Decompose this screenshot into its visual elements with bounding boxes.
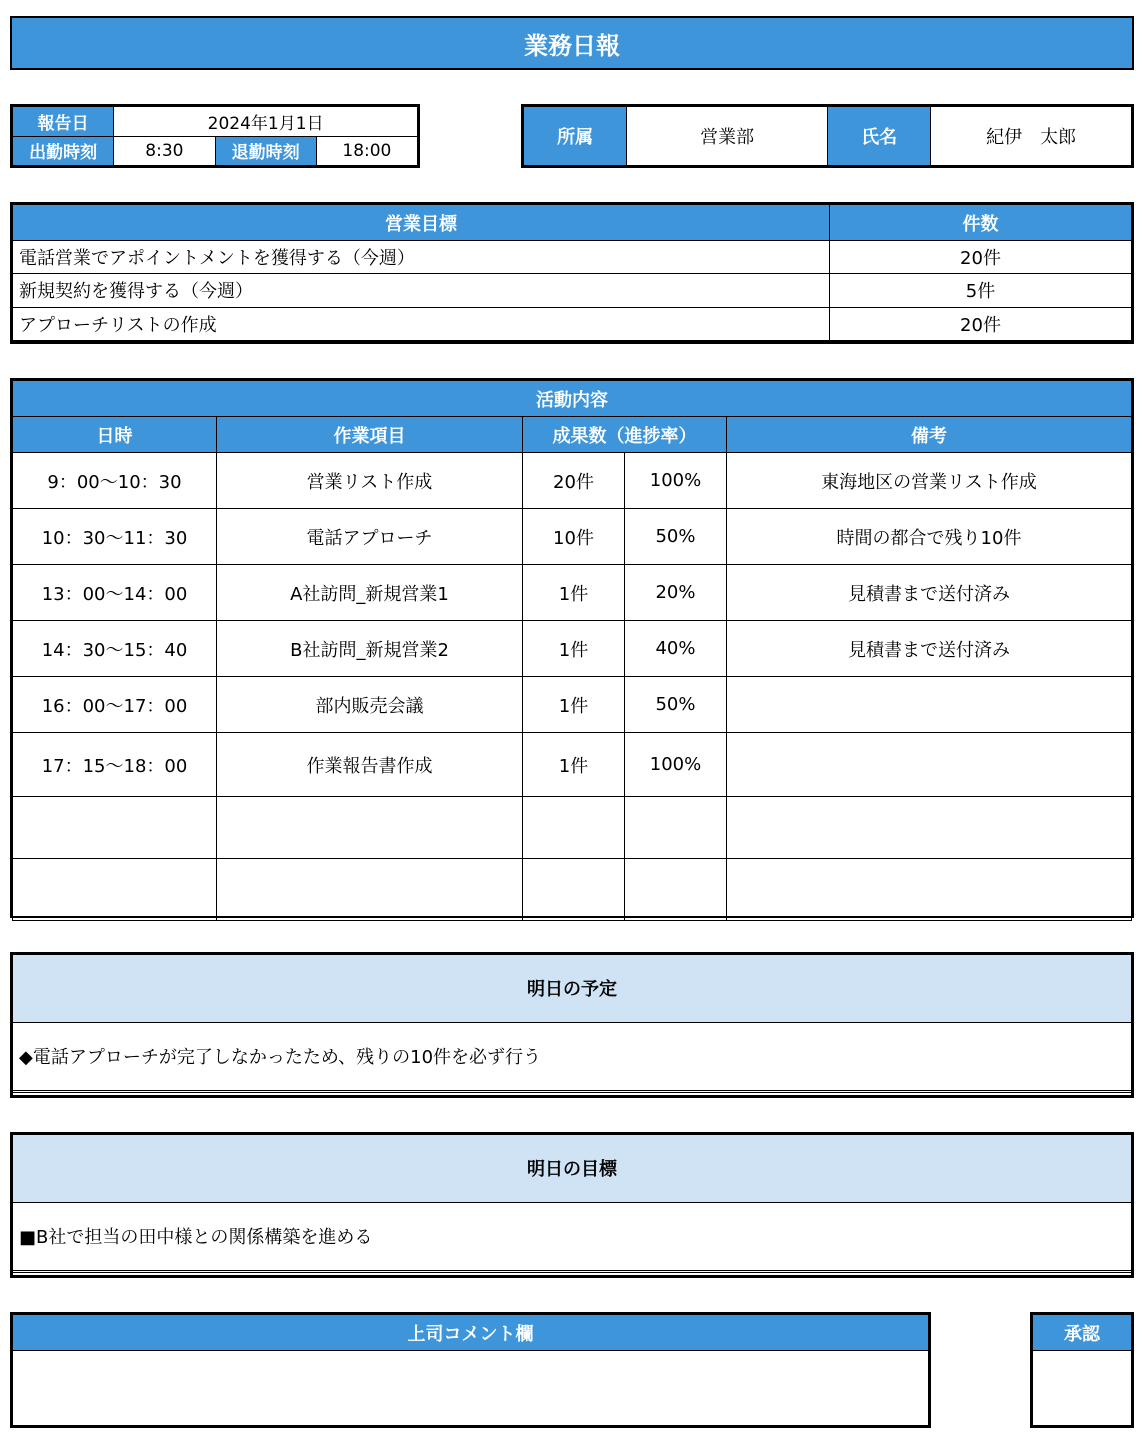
col-time-header: 日時 [13,417,217,453]
time-cell[interactable] [13,797,217,859]
tomorrow-plan-line[interactable]: ◆電話アプローチが完了しなかったため、残りの10件を必ず行う [13,1022,1132,1090]
start-time-field[interactable]: 8:30 [114,136,215,166]
count-cell[interactable]: 1件 [523,733,625,797]
page-title-text: 業務日報 [524,31,620,60]
task-cell[interactable]: 部内販売会議 [217,677,523,733]
note-cell[interactable] [727,733,1132,797]
dept-field[interactable]: 営業部 [627,107,828,166]
tomorrow-plan-title: 明日の予定 [13,955,1132,1023]
count-cell[interactable]: 1件 [523,621,625,677]
approval-title: 承認 [1033,1315,1132,1351]
approval-stamp-field[interactable] [1033,1351,1132,1426]
count-cell[interactable] [523,797,625,859]
goal-count-cell[interactable]: 20件 [830,307,1132,340]
tomorrow-plan-table [10,952,1134,1098]
rate-cell[interactable]: 20% [625,565,727,621]
col-note-header: 備考 [727,417,1132,453]
time-cell[interactable]: 13：00～14：00 [13,565,217,621]
rate-cell[interactable]: 50% [625,509,727,565]
task-cell[interactable] [217,859,523,921]
count-cell[interactable]: 10件 [523,509,625,565]
note-cell[interactable]: 時間の都合で残り10件 [727,509,1132,565]
count-cell[interactable]: 20件 [523,453,625,509]
goal-count-cell[interactable]: 20件 [830,241,1132,274]
goal-cell[interactable]: 電話営業でアポイントメントを獲得する（今週） [13,241,830,274]
note-cell[interactable] [727,797,1132,859]
task-cell[interactable]: B社訪問_新規営業2 [217,621,523,677]
goal-count-cell[interactable] [830,340,1132,341]
table-row [13,677,1132,733]
note-cell[interactable]: 見積書まで送付済み [727,565,1132,621]
tomorrow-goal-line[interactable] [13,1273,1132,1276]
goals-header: 営業目標 [13,205,830,241]
name-field[interactable]: 紀伊 太郎 [931,107,1132,166]
time-cell[interactable]: 10：30～11：30 [13,509,217,565]
tomorrow-goal-title: 明日の目標 [13,1135,1132,1203]
tomorrow-plan-line[interactable] [13,1093,1132,1096]
table-row [13,509,1132,565]
col-task-header: 作業項目 [217,417,523,453]
goal-count-cell[interactable]: 5件 [830,274,1132,307]
task-cell[interactable]: A社訪問_新規営業1 [217,565,523,621]
report-info-table [10,104,420,168]
table-row [13,453,1132,509]
col-result-header: 成果数（進捗率） [523,417,727,453]
note-cell[interactable]: 東海地区の営業リスト作成 [727,453,1132,509]
count-cell[interactable] [523,859,625,921]
task-cell[interactable] [217,797,523,859]
time-cell[interactable]: 14：30～15：40 [13,621,217,677]
page-title [10,16,1134,70]
sales-goals-table [10,202,1134,344]
name-label: 氏名 [827,107,930,166]
affiliation-table [521,104,1134,168]
rate-cell[interactable]: 100% [625,453,727,509]
table-row [13,733,1132,797]
table-row [13,565,1132,621]
note-cell[interactable]: 見積書まで送付済み [727,621,1132,677]
table-row [13,797,1132,859]
activities-title: 活動内容 [13,381,1132,417]
start-time-label: 出勤時刻 [13,136,114,166]
rate-cell[interactable]: 100% [625,733,727,797]
tomorrow-goal-table [10,1132,1134,1278]
goal-cell[interactable]: 新規契約を獲得する（今週） [13,274,830,307]
time-cell[interactable] [13,859,217,921]
table-row [13,621,1132,677]
rate-cell[interactable]: 40% [625,621,727,677]
goal-cell[interactable]: アプローチリストの作成 [13,307,830,340]
dept-label: 所属 [524,107,627,166]
task-cell[interactable]: 営業リスト作成 [217,453,523,509]
note-cell[interactable] [727,859,1132,921]
report-date-field[interactable]: 2024年1月1日 [114,107,418,137]
table-row [13,859,1132,921]
task-cell[interactable]: 作業報告書作成 [217,733,523,797]
approval-box [1030,1312,1134,1428]
time-cell[interactable]: 9：00～10：30 [13,453,217,509]
report-date-label: 報告日 [13,107,114,137]
count-header: 件数 [830,205,1132,241]
end-time-field[interactable]: 18:00 [316,136,417,166]
note-cell[interactable] [727,677,1132,733]
supervisor-comment-field[interactable] [13,1351,929,1426]
supervisor-comment-box [10,1312,931,1428]
rate-cell[interactable]: 50% [625,677,727,733]
tomorrow-goal-line[interactable]: ■B社で担当の田中様との関係構築を進める [13,1202,1132,1270]
supervisor-comment-title: 上司コメント欄 [13,1315,929,1351]
end-time-label: 退勤時刻 [215,136,316,166]
rate-cell[interactable] [625,797,727,859]
count-cell[interactable]: 1件 [523,677,625,733]
count-cell[interactable]: 1件 [523,565,625,621]
goal-cell[interactable] [13,340,830,341]
activities-table [10,378,1134,918]
time-cell[interactable]: 16：00～17：00 [13,677,217,733]
task-cell[interactable]: 電話アプローチ [217,509,523,565]
time-cell[interactable]: 17：15～18：00 [13,733,217,797]
rate-cell[interactable] [625,859,727,921]
